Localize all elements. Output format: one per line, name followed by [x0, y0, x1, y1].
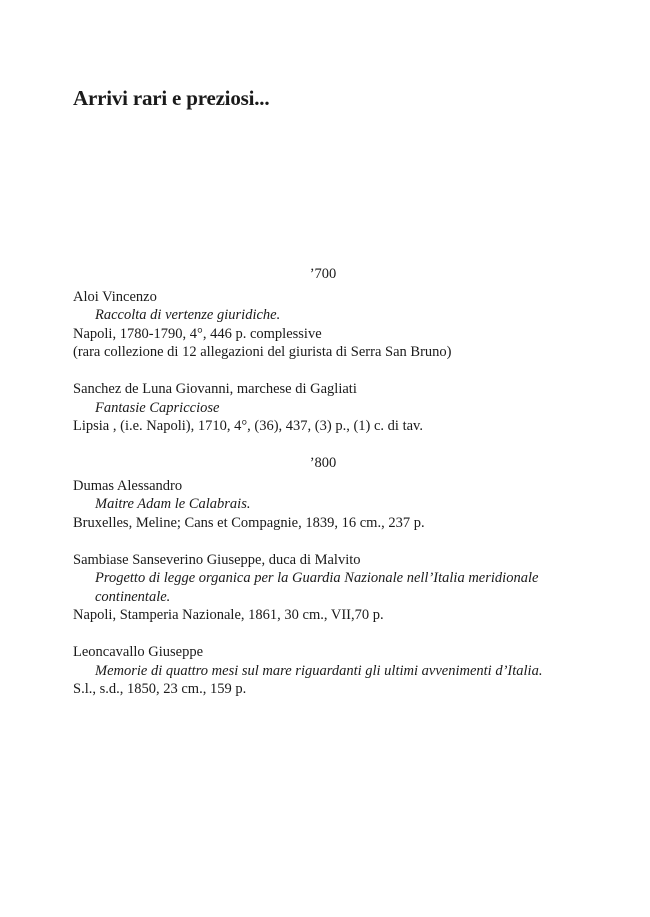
entry-title: Maitre Adam le Calabrais. [95, 496, 251, 512]
entry-title: Progetto di legge organica per la Guardia Nazionale nell’Italia meridionale continentale. [95, 570, 539, 605]
entry-imprint: Napoli, 1780-1790, 4°, 446 p. complessive [73, 325, 322, 342]
entry-imprint: S.l., s.d., 1850, 23 cm., 159 p. [73, 681, 247, 697]
entry-author: Sanchez de Luna Giovanni, marchese di Gagliati [73, 381, 357, 397]
entry-author: Aloi Vincenzo [73, 288, 157, 305]
entry-title: Raccolta di vertenze giuridiche. [95, 307, 281, 323]
catalog-entry [73, 477, 573, 533]
entry-title: Fantasie Capricciose [95, 399, 220, 416]
entry-imprint: Bruxelles, Meline; Cans et Compagnie, 1839, 16 cm., 237 p. [73, 514, 425, 531]
entry-imprint: Lipsia , (i.e. Napoli), 1710, 4°, (36), 437, (3) p., (1) c. di tav. [73, 418, 423, 434]
page-title: Arrivi rari e preziosi... [73, 86, 270, 110]
catalog-entry [73, 288, 573, 362]
catalog-entry [73, 380, 573, 436]
entry-author: Leoncavallo Giuseppe [73, 644, 204, 660]
century-heading-800: ’800 [309, 455, 337, 471]
century-heading-700: ’700 [309, 266, 337, 282]
entry-author: Dumas Alessandro [73, 477, 183, 494]
entry-note: (rara collezione di 12 allegazioni del giurista di Serra San Bruno) [73, 344, 452, 360]
entry-title: Memorie di quattro mesi sul mare riguardanti gli ultimi avvenimenti d’Italia. [95, 662, 543, 679]
catalog-entry [73, 551, 573, 625]
catalog-list [73, 265, 573, 717]
catalog-entry [73, 643, 573, 699]
entry-author: Sambiase Sanseverino Giuseppe, duca di Malvito [73, 551, 361, 568]
entry-imprint: Napoli, Stamperia Nazionale, 1861, 30 cm., VII,70 p. [73, 607, 384, 623]
